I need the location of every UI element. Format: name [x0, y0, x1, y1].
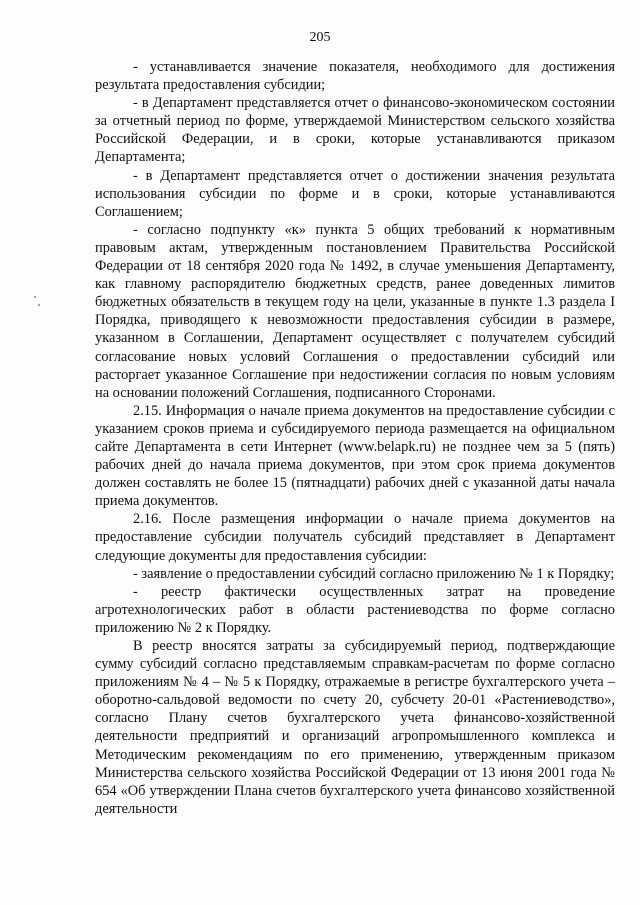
paragraph-registry: - реестр фактически осуществленных затрат на проведение агротехнологических работ в области растениеводства по форме согласно приложению № 2 к Порядку.: [95, 583, 615, 636]
paragraph-result-report: - в Департамент представляется отчет о достижении значения результата использования субсидии по форме и в сроки, которые устанавливаются Соглашением;: [95, 167, 615, 220]
paragraph-indicator-value: - устанавливается значение показателя, необходимого для достижения результата предоставления субсидии;: [95, 59, 615, 94]
scan-speck: [34, 296, 36, 298]
paragraph-limits-reduction: - согласно подпункту «к» пункта 5 общих требований к нормативным правовым актам, утвержденным постановлением Правительства Российской Федерации от 18 сентября 2020 года № 1492, в случае уменьшения Департаменту, как главному распорядителю бюджетных средств, ранее доведенных лимитов бюджетных обязательств в текущем году на цели, указанные в пункте 1.3 раздела I Порядка, приводящего к невозможности предоставления субсидии в размере, указанном в Соглашении, Департамент осуществляет с получателем субсидий согласование новых условий Соглашения о предоставлении субсидий или расторгает указанное Соглашение при недостижении согласия по новым условиям на основании положений Соглашения, подписанного Сторонами.: [95, 221, 615, 401]
paragraph-registry-costs: В реестр вносятся затраты за субсидируемый период, подтверждающие сумму субсидий согласно представляемым справкам-расчетам по форме согласно приложениям № 4 – № 5 к Порядку, отражаемые в регистре бухгалтерского учета – оборотно-сальдовой ведомости по счету 20, субсчету 20-01 «Растениеводство», согласно Плану счетов бухгалтерского учета финансово-хозяйственной деятельности предприятий и организаций агропромышленного комплекса и Методическим рекомендациям по его применению, утвержденным приказом Министерства сельского хозяйства Российской Федерации от 13 июня 2001 года № 654 «Об утверждении Плана счетов бухгалтерского учета финансово хозяйственной деятельности: [95, 638, 615, 817]
paragraph-application: - заявление о предоставлении субсидий согласно приложению № 1 к Порядку;: [133, 565, 615, 582]
document-body: [95, 58, 615, 818]
page-number: 205: [309, 30, 331, 45]
paragraph-2-16: 2.16. После размещения информации о начале приема документов на предоставление субсидии получатель субсидий представляет в Департамент следующие документы для предоставления субсидии:: [95, 511, 615, 564]
scan-speck: [38, 304, 40, 306]
paragraph-2-15: 2.15. Информация о начале приема документов на предоставление субсидии с указанием сроков приема и субсидируемого периода размещается на официальном сайте Департамента в сети Интернет (www.belapk.ru) не позднее чем за 5 (пять) рабочих дней до начала приема документов, при этом срок приема документов должен составлять не более 15 (пятнадцати) рабочих дней с указанной даты начала приема документов.: [95, 402, 615, 510]
paragraph-financial-report: - в Департамент представляется отчет о финансово-экономическом состоянии за отчетный период по форме, утверждаемой Министерством сельского хозяйства Российской Федерации, и в сроки, которые устанавливаются приказом Департамента;: [95, 95, 615, 166]
